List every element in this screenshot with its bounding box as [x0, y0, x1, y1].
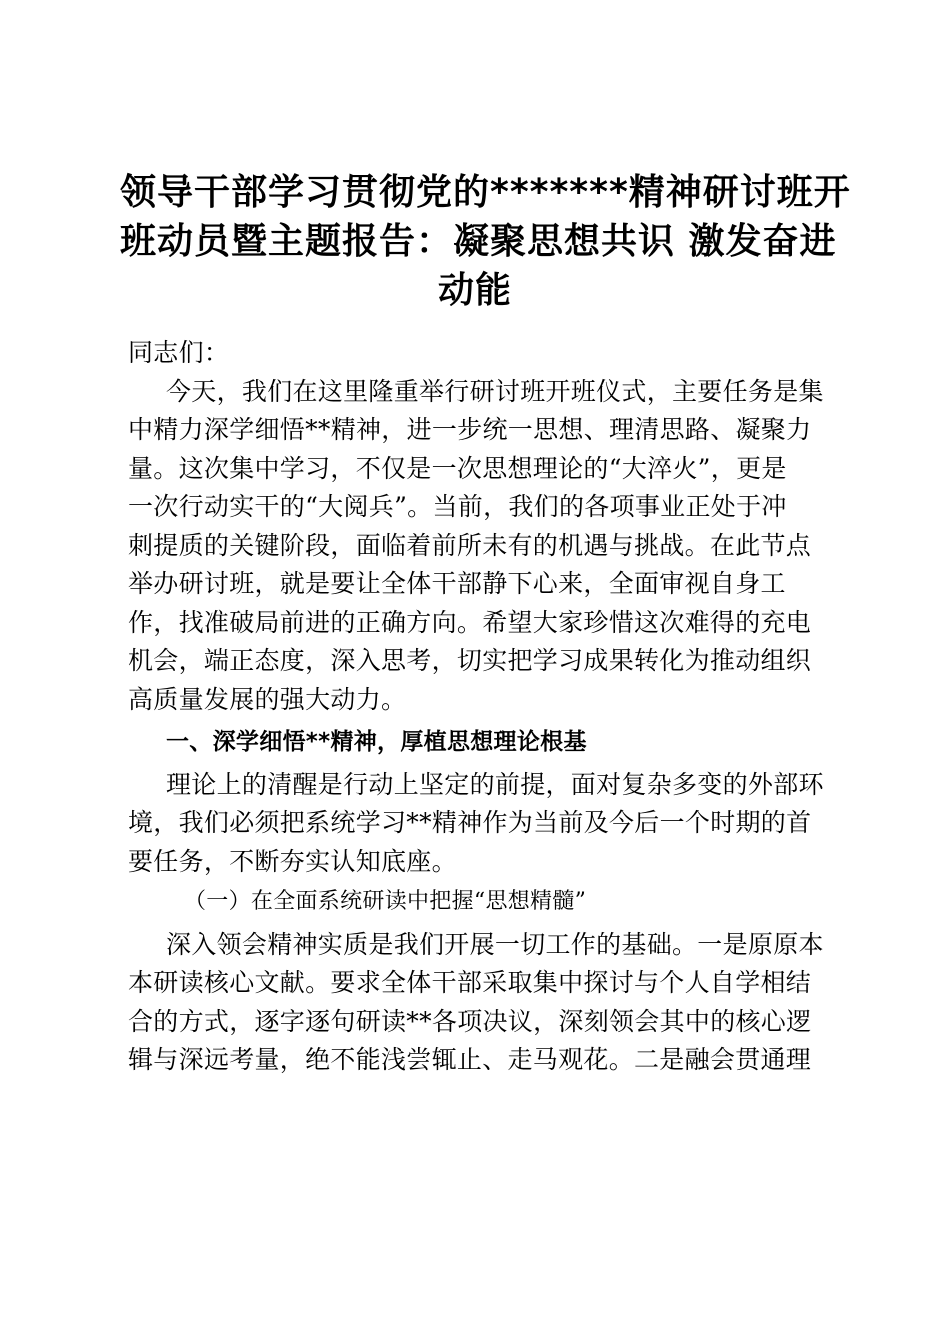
subsection-1-line: 合的方式，逐字逐句研读**各项决议，深刻领会其中的核心逻	[128, 1006, 812, 1036]
intro-line: 举办研讨班，就是要让全体干部静下心来，全面审视自身工	[128, 569, 786, 598]
section-1-paragraph	[128, 766, 828, 882]
subsection-1-heading: （一）在全面系统研读中把握“思想精髓”	[184, 889, 587, 914]
subsection-1-line: 辑与深远考量，绝不能浅尝辄止、走马观花。二是融会贯通理	[128, 1045, 812, 1074]
subsection-1-line: 本研读核心文献。要求全体干部采取集中探讨与个人自学相结	[128, 968, 812, 997]
subsection-1-line: 深入领会精神实质是我们开展一切工作的基础。一是原原本	[166, 929, 824, 959]
title-line-1: 领导干部学习贯彻党的*******精神研讨班开	[120, 172, 851, 213]
intro-line: 量。这次集中学习，不仅是一次思想理论的“大淬火”，更是	[128, 453, 787, 483]
intro-line: 一次行动实干的“大阅兵”。当前，我们的各项事业正处于冲	[128, 492, 787, 521]
intro-line: 机会，端正态度，深入思考，切实把学习成果转化为推动组织	[128, 646, 812, 675]
document-body	[128, 334, 828, 1080]
title-line-2: 班动员暨主题报告：凝聚思想共识 激发奋进	[120, 221, 837, 262]
intro-line: 作，找准破局前进的正确方向。希望大家珍惜这次难得的充电	[128, 607, 812, 637]
intro-line: 高质量发展的强大动力。	[128, 684, 407, 714]
title-line-3: 动能	[437, 270, 512, 311]
section-1-line: 要任务，不断夯实认知底座。	[128, 846, 457, 876]
intro-line: 今天，我们在这里隆重举行研讨班开班仪式，主要任务是集	[166, 376, 824, 406]
document-title	[120, 168, 851, 315]
intro-line: 中精力深学细悟**精神，进一步统一思想、理清思路、凝聚力	[128, 415, 812, 444]
intro-line: 刺提质的关键阶段，面临着前所未有的机遇与挑战。在此节点	[128, 530, 812, 560]
section-1-heading: 一、深学细悟**精神，厚植思想理论根基	[166, 729, 587, 755]
section-1-line: 理论上的清醒是行动上坚定的前提，面对复杂多变的外部环	[166, 769, 824, 799]
salutation: 同志们：	[128, 338, 230, 367]
section-1-line: 境，我们必须把系统学习**精神作为当前及今后一个时期的首	[128, 808, 812, 837]
intro-paragraph	[128, 373, 828, 720]
subsection-1-paragraph	[128, 926, 828, 1080]
